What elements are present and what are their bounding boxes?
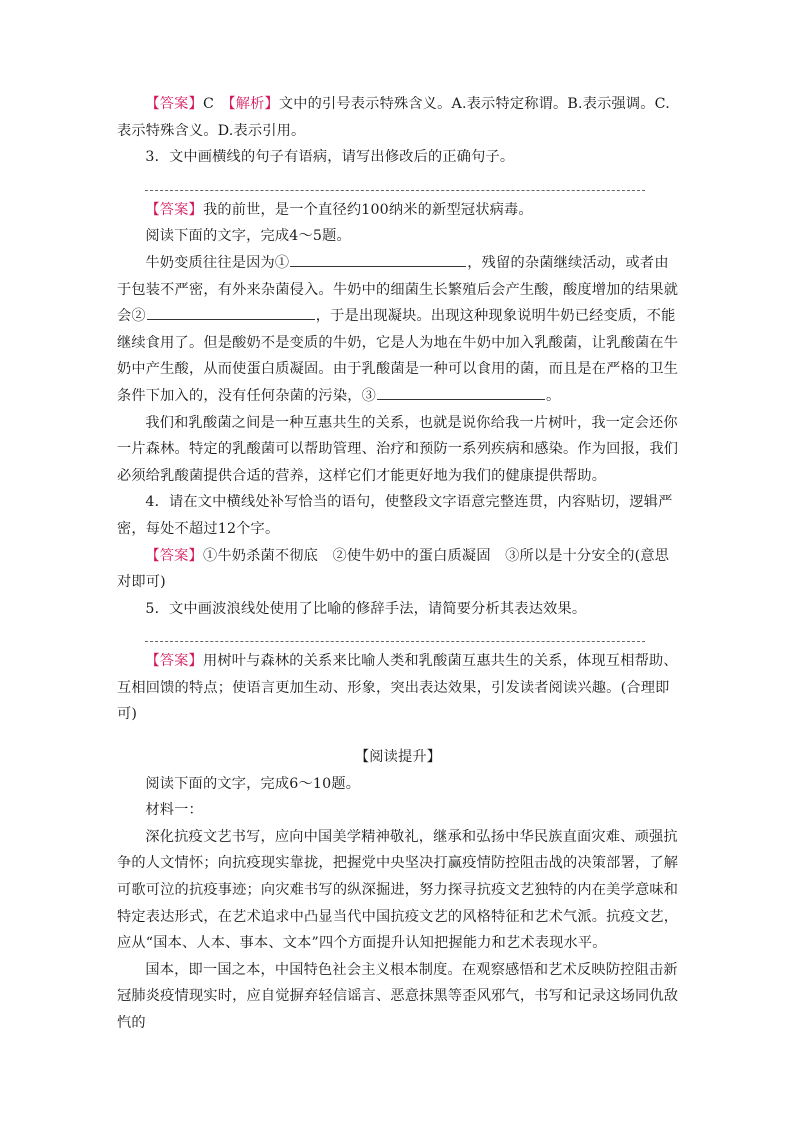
q4-question: 4．请在文中横线处补写恰当的语句，使整段文字语意完整连贯，内容贴切，逻辑严密，每处不超过12个字。	[117, 494, 673, 537]
blank-2	[147, 305, 315, 320]
document-content	[117, 91, 679, 1037]
q2-answer-value: C	[202, 96, 215, 112]
analysis-tag: 【解析】	[228, 96, 279, 112]
answer-tag: 【答案】	[145, 653, 203, 670]
q2-analysis-text: 文中的引号表示特殊含义。A.表示特定称谓。B.表示强调。C.表示特殊含义。D.表示引用。	[117, 96, 670, 139]
q3-answer	[117, 197, 679, 224]
q5-answer-text: 用树叶与森林的关系来比喻人类和乳酸菌互惠共生的关系，体现互相帮助、互相回馈的特点；使语言更加生动、形象，突出表达效果，引发读者阅读兴趣。(合理即可)	[117, 653, 678, 723]
passage-text: 牛奶变质往往是因为①	[145, 254, 290, 271]
passage-text: ，残留的杂菌继续活动，或者由于包装不严密，有外来杂菌侵入。牛奶中的细菌生长繁殖后会产生酸，酸度增加的结果就会②	[117, 254, 679, 325]
material-paragraph-2: 国本，即一国之本，中国特色社会主义根本制度。在观察感悟和艺术反映防控阻击新冠肺炎疫情现实时，应自觉摒弃轻信谣言、恶意抹黑等歪风邪气，书写和记录这场同仇敌忾的	[117, 961, 679, 1031]
q5-answer	[117, 648, 679, 728]
passage-text: 。	[545, 387, 561, 404]
answer-tag: 【答案】	[145, 547, 203, 564]
intro-4-5: 阅读下面的文字，完成4～5题。	[145, 228, 351, 245]
answer-tag: 【答案】	[145, 96, 203, 112]
material-paragraph-1: 深化抗疫文艺书写，应向中国美学精神敬礼，继承和弘扬中华民族直面灾难、顽强抗争的人文情怀；向抗疫现实靠拢，把握党中央坚决打赢疫情防控阻击战的决策部署，了解可歌可泣的抗疫事迹；向灾难书写的纵深掘进，努力探寻抗疫文艺独特的内在美学意味和特定表达形式，在艺术追求中凸显当代中国抗疫文艺的风格特征和艺术气派。抗疫文艺，应从“国本、人本、事本、文本”四个方面提升认知把握能力和艺术表现水平。	[117, 828, 679, 952]
q2-answer	[117, 91, 679, 144]
q4-answer	[117, 543, 679, 596]
section-intro: 阅读下面的文字，完成6～10题。	[145, 775, 361, 792]
section-title: 【阅读提升】	[354, 749, 442, 766]
material-label: 材料一：	[145, 802, 203, 819]
blank-3	[377, 385, 545, 400]
answer-tag: 【答案】	[145, 201, 203, 218]
q3-question: 3．文中画横线的句子有语病，请写出修改后的正确句子。	[145, 149, 515, 166]
passage-paragraph-1	[117, 250, 679, 410]
passage-text: ，于是出现凝块。出现这种现象说明牛奶已经变质，不能继续食用了。但是酸奶不是变质的牛奶，它是人为地在牛奶中加入乳酸菌，让乳酸菌在牛奶中产生酸，从而使蛋白质凝固。由于乳酸菌是一种可以食用的菌，而且是在严格的卫生条件下加入的，没有任何杂菌的污染，③	[117, 308, 679, 404]
q5-question: 5．文中画波浪线处使用了比喻的修辞手法，请简要分析其表达效果。	[145, 600, 587, 617]
q5-answer-line	[145, 641, 645, 642]
q3-answer-text: 我的前世，是一个直径约100纳米的新型冠状病毒。	[202, 201, 533, 218]
blank-1	[290, 252, 466, 267]
q3-answer-line	[145, 190, 645, 191]
q4-answer-text: ①牛奶杀菌不彻底 ②使牛奶中的蛋白质凝固 ③所以是十分安全的(意思对即可)	[117, 547, 670, 591]
passage-paragraph-2: 我们和乳酸菌之间是一种互惠共生的关系，也就是说你给我一片树叶，我一定会还你一片森林。特定的乳酸菌可以帮助管理、治疗和预防一系列疾病和感染。作为回报，我们必须给乳酸菌提供合适的营养，这样它们才能更好地为我们的健康提供帮助。	[117, 414, 679, 484]
